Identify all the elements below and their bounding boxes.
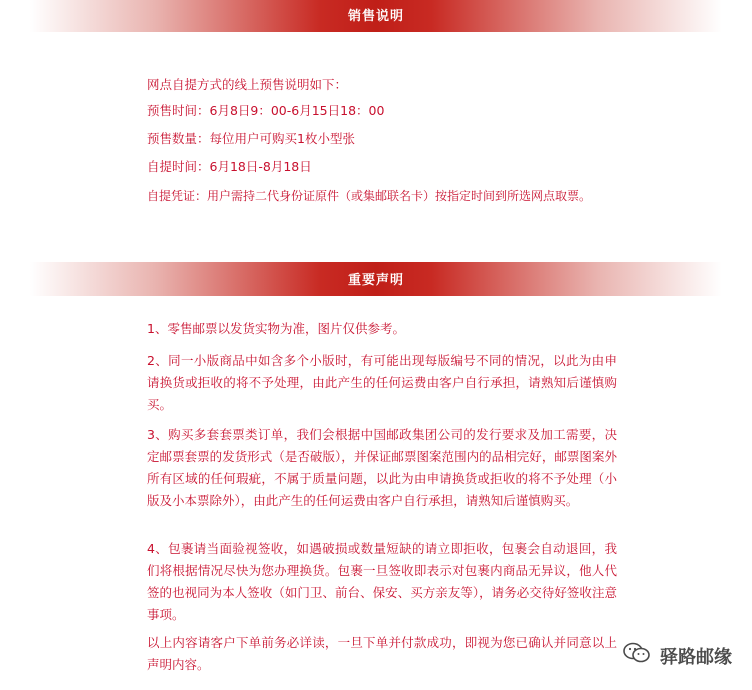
notice-paragraph-5: 以上内容请客户下单前务必详读，一旦下单并付款成功，即视为您已确认并同意以上声明内容。 <box>147 635 617 672</box>
sales-info-title: 销售说明 <box>347 9 404 24</box>
important-notice-title: 重要声明 <box>347 273 404 288</box>
sales-info-line-1: 网点自提方式的线上预售说明如下： <box>147 77 348 92</box>
sales-info-line-4: 自提时间：6月18日-8月18日 <box>147 159 312 174</box>
notice-paragraph-4: 4、包裹请当面验视签收，如遇破损或数量短缺的请立即拒收，包裹会自动退回，我们将根据情况尽快为您办理换货。包裹一旦签收即表示对包裹内商品无异议，他人代签的也视同为本人签收（如门卫、前台、保安、买方亲友等），请务必交待好签收注意事项。 <box>147 541 617 622</box>
sales-info-line-2: 预售时间：6月8日9：00-6月15日18：00 <box>147 103 385 118</box>
watermark <box>622 641 732 670</box>
notice-paragraph-3: 3、购买多套套票类订单，我们会根据中国邮政集团公司的发行要求及加工需要，决定邮票套票的发货形式（是否破版），并保证邮票图案范围内的品相完好，邮票图案外所有区域的任何瑕疵，不属于质量问题，以此为由申请换货或拒收的将不予处理（小版及小本票除外），由此产生的任何运费由客户自行承担，请熟知后谨慎购买。 <box>147 427 617 508</box>
important-notice-banner <box>30 262 722 296</box>
sales-info-line-3: 预售数量：每位用户可购买1枚小型张 <box>147 131 355 146</box>
sales-info-line-5: 自提凭证：用户需持二代身份证原件（或集邮联名卡）按指定时间到所选网点取票。 <box>147 189 592 203</box>
sales-info-banner <box>30 0 722 32</box>
watermark-text: 驿路邮缘 <box>660 646 732 668</box>
wechat-icon <box>622 641 652 670</box>
notice-paragraph-2: 2、同一小版商品中如含多个小版时，有可能出现每版编号不同的情况，以此为由申请换货或拒收的将不予处理，由此产生的任何运费由客户自行承担，请熟知后谨慎购买。 <box>147 353 617 412</box>
notice-paragraph-1: 1、零售邮票以发货实物为准，图片仅供参考。 <box>147 321 405 336</box>
